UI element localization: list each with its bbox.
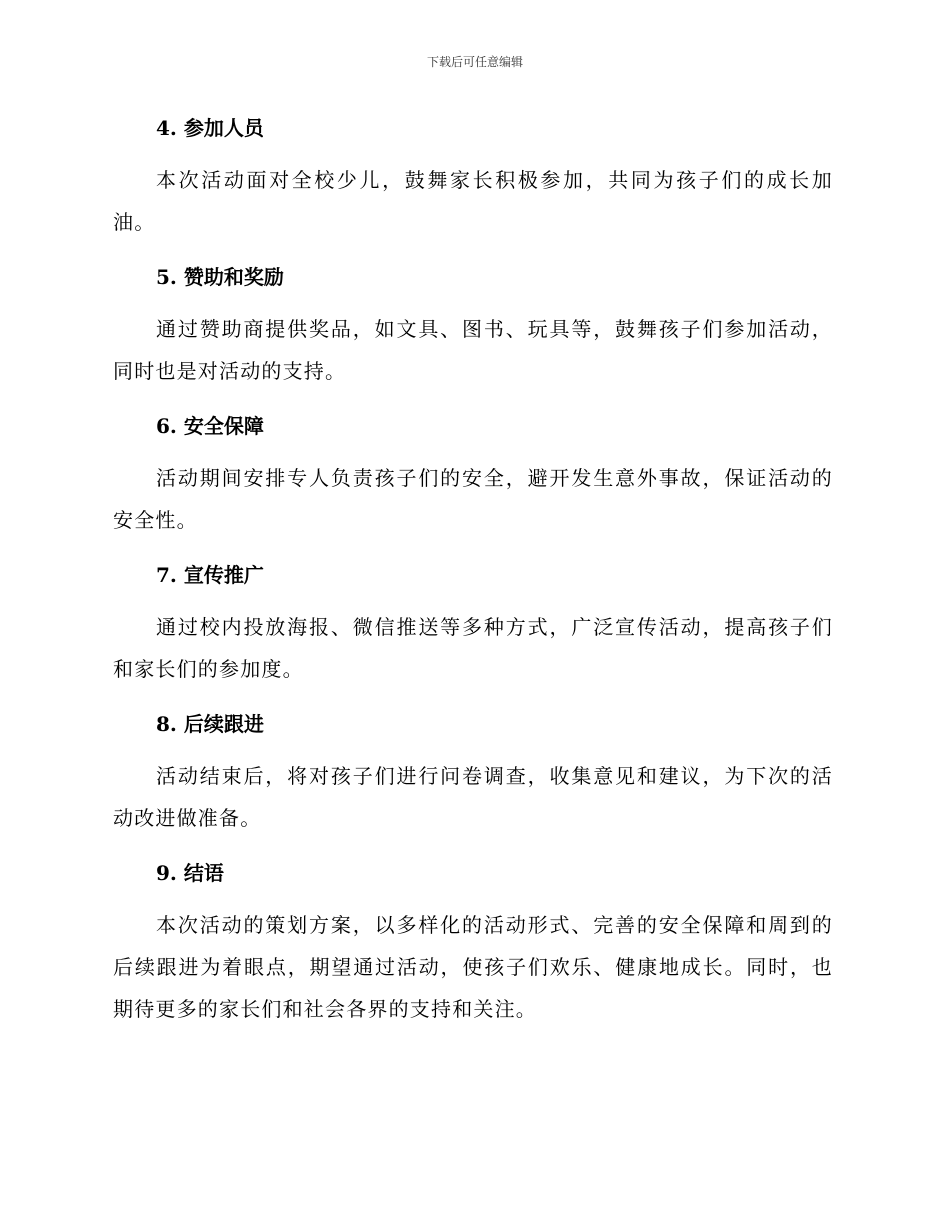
section-paragraph: 通过校内投放海报、微信推送等多种方式，广泛宣传活动，提高孩子们和家长们的参加度。 bbox=[113, 615, 833, 681]
section-heading: 6. 安全保障 bbox=[156, 414, 264, 438]
section-conclusion bbox=[113, 853, 833, 1030]
document-body bbox=[113, 108, 833, 1044]
section-paragraph: 活动期间安排专人负责孩子们的安全，避开发生意外事故，保证活动的安全性。 bbox=[113, 466, 833, 532]
section-heading: 9. 结语 bbox=[156, 861, 224, 885]
section-sponsorship bbox=[113, 257, 833, 392]
header-note: 下载后可任意编辑 bbox=[426, 55, 523, 69]
section-paragraph: 活动结束后，将对孩子们进行问卷调查，收集意见和建议，为下次的活动改进做准备。 bbox=[113, 764, 833, 830]
section-heading: 4. 参加人员 bbox=[156, 116, 264, 140]
section-heading: 8. 后续跟进 bbox=[156, 712, 264, 736]
section-participants bbox=[113, 108, 833, 243]
section-paragraph: 本次活动面对全校少儿，鼓舞家长积极参加，共同为孩子们的成长加油。 bbox=[113, 168, 833, 234]
section-safety bbox=[113, 406, 833, 541]
section-follow-up bbox=[113, 704, 833, 839]
section-heading: 5. 赞助和奖励 bbox=[156, 265, 284, 289]
section-paragraph: 通过赞助商提供奖品，如文具、图书、玩具等，鼓舞孩子们参加活动，同时也是对活动的支持。 bbox=[113, 317, 833, 383]
section-heading: 7. 宣传推广 bbox=[156, 563, 264, 587]
section-promotion bbox=[113, 555, 833, 690]
section-paragraph: 本次活动的策划方案，以多样化的活动形式、完善的安全保障和周到的后续跟进为着眼点，期望通过活动，使孩子们欢乐、健康地成长。同时，也期待更多的家长们和社会各界的支持和关注。 bbox=[113, 913, 833, 1021]
